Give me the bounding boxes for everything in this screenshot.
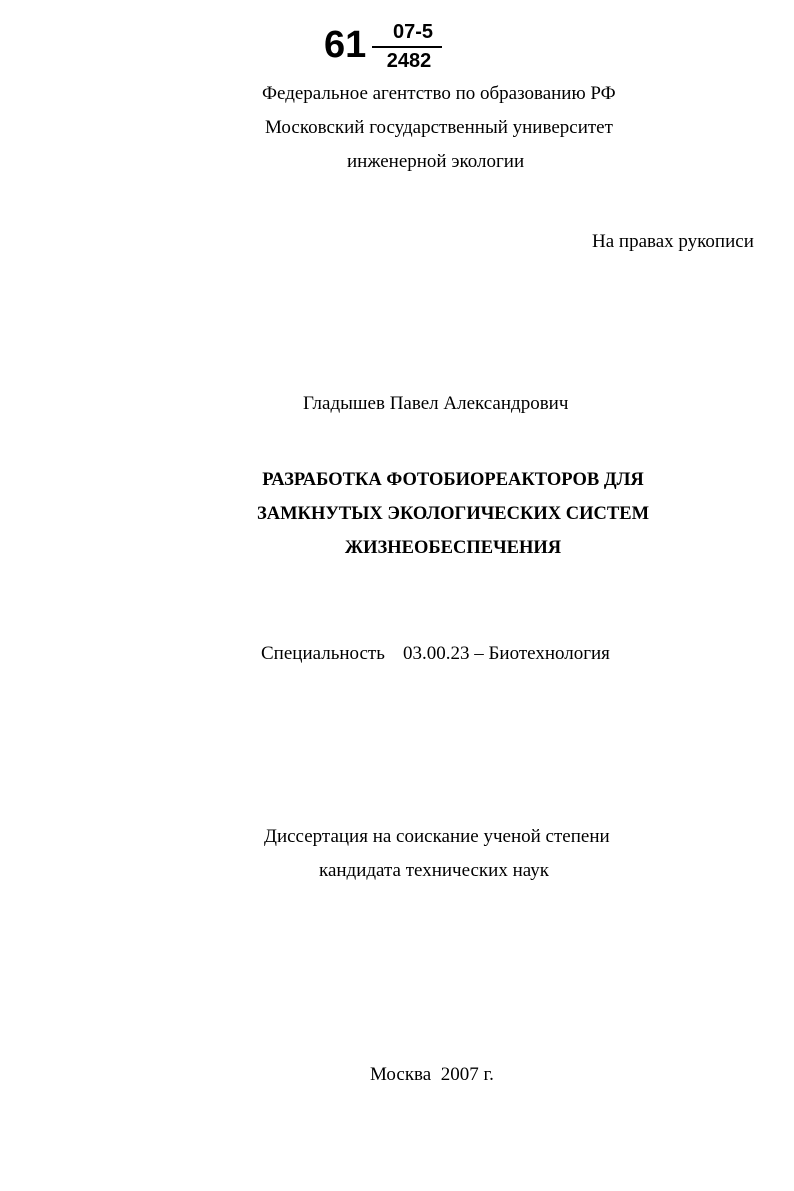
degree-line-2: кандидата технических наук bbox=[319, 860, 549, 881]
catalog-stamp bbox=[322, 20, 452, 80]
rights-note: На правах рукописи bbox=[592, 231, 754, 252]
title-line-1: РАЗРАБОТКА ФОТОБИОРЕАКТОРОВ ДЛЯ bbox=[262, 470, 644, 490]
institution-line-2: Московский государственный университет bbox=[265, 117, 613, 138]
institution-line-1: Федеральное агентство по образованию РФ bbox=[262, 83, 616, 104]
place-year: Москва 2007 г. bbox=[370, 1064, 494, 1085]
specialty-label: Специальность bbox=[261, 643, 385, 664]
title-line-2: ЗАМКНУТЫХ ЭКОЛОГИЧЕСКИХ СИСТЕМ bbox=[256, 504, 650, 524]
title-line-3: ЖИЗНЕОБЕСПЕЧЕНИЯ bbox=[344, 538, 562, 558]
degree-line-1: Диссертация на соискание ученой степени bbox=[264, 826, 610, 847]
specialty-value: 03.00.23 – Биотехнология bbox=[403, 643, 610, 664]
author-name: Гладышев Павел Александрович bbox=[303, 393, 569, 414]
stamp-fraction-top: 07-5 bbox=[392, 21, 434, 43]
institution-line-3: инженерной экологии bbox=[347, 151, 525, 172]
stamp-number: 61 bbox=[324, 24, 367, 66]
stamp-fraction-bottom: 2482 bbox=[386, 50, 432, 72]
